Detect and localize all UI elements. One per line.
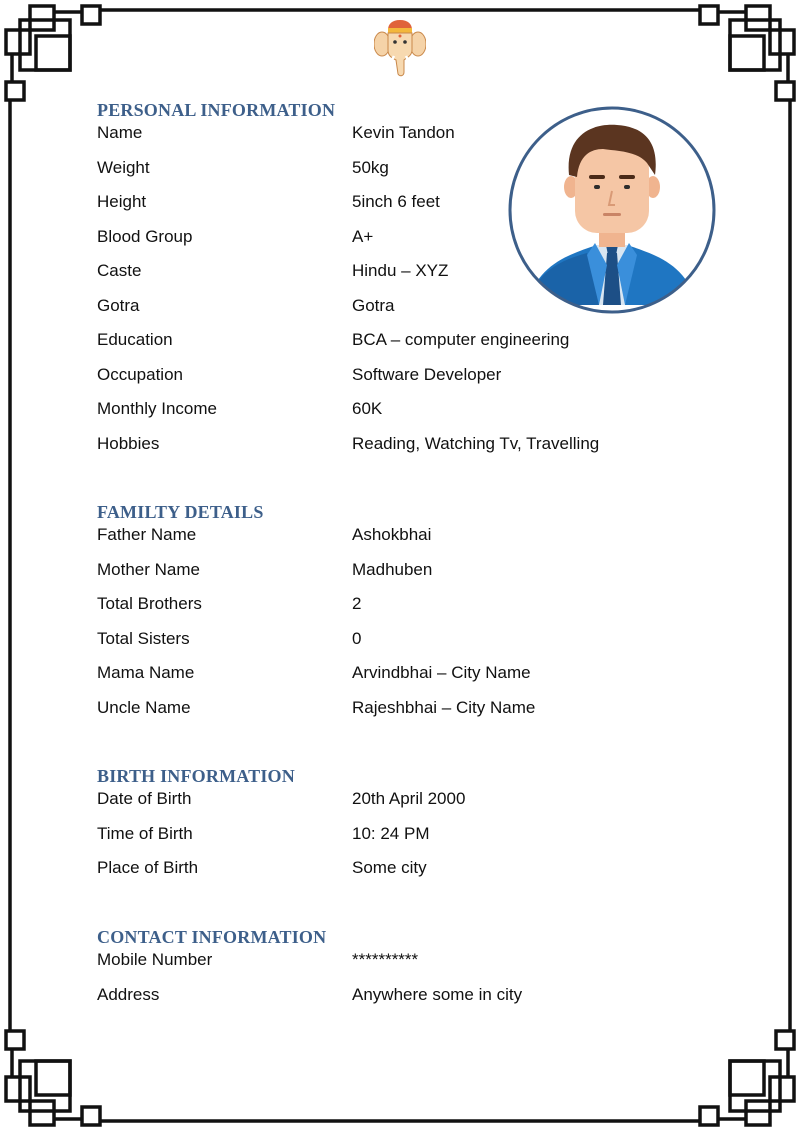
row-label: Height — [97, 192, 147, 211]
row-label: Time of Birth — [97, 823, 193, 843]
row-label: Blood Group — [97, 226, 193, 246]
info-row — [97, 121, 717, 156]
row-value: 5inch 6 feet — [352, 192, 440, 211]
row-value: Madhuben — [352, 559, 433, 579]
info-row — [97, 328, 717, 363]
row-value: Hindu – XYZ — [352, 261, 449, 280]
birth-information-section — [97, 765, 717, 891]
info-row — [97, 696, 717, 731]
row-label: Name — [97, 123, 143, 142]
row-label: Total Sisters — [97, 628, 190, 648]
section-title: CONTACT INFORMATION — [97, 927, 327, 947]
row-value: 0 — [352, 628, 362, 648]
row-label: Education — [97, 330, 173, 349]
info-row — [97, 592, 717, 627]
row-value: Anywhere some in city — [352, 984, 523, 1004]
info-row — [97, 363, 717, 398]
row-label: Hobbies — [97, 433, 160, 453]
row-label: Mobile Number — [97, 950, 213, 969]
row-value: Kevin Tandon — [352, 123, 455, 142]
info-row — [97, 822, 717, 857]
row-value: ********** — [352, 950, 419, 969]
family-details-section — [97, 501, 717, 730]
contact-information-section — [97, 926, 717, 1017]
info-row — [97, 259, 717, 294]
info-row — [97, 983, 717, 1018]
section-title: BIRTH INFORMATION — [97, 766, 295, 786]
row-value: Gotra — [352, 295, 395, 315]
row-label: Gotra — [97, 295, 140, 315]
row-label: Weight — [97, 157, 150, 177]
info-row — [97, 294, 717, 329]
section-title: FAMILTY DETAILS — [97, 502, 264, 522]
row-value: 60K — [352, 399, 383, 418]
row-label: Place of Birth — [97, 858, 199, 877]
row-value: A+ — [352, 226, 374, 246]
section-title: PERSONAL INFORMATION — [97, 100, 336, 120]
info-row — [97, 225, 717, 260]
row-label: Date of Birth — [97, 789, 192, 808]
row-value: Rajeshbhai – City Name — [352, 697, 536, 717]
row-value: 10: 24 PM — [352, 823, 430, 843]
row-label: Address — [97, 984, 160, 1004]
info-row — [97, 558, 717, 593]
row-label: Mama Name — [97, 663, 195, 682]
info-row — [97, 948, 717, 983]
row-label: Occupation — [97, 364, 183, 384]
row-value: Reading, Watching Tv, Travelling — [352, 433, 600, 453]
row-label: Mother Name — [97, 559, 200, 579]
row-label: Monthly Income — [97, 399, 217, 418]
row-value: Arvindbhai – City Name — [352, 663, 531, 682]
info-row — [97, 523, 717, 558]
info-row — [97, 432, 717, 467]
info-row — [97, 156, 717, 191]
row-value: 50kg — [352, 157, 389, 177]
ganesha-icon — [374, 16, 426, 78]
info-row — [97, 397, 717, 432]
row-label: Caste — [97, 261, 142, 280]
row-value: 20th April 2000 — [352, 789, 466, 808]
info-row — [97, 787, 717, 822]
row-value: Some city — [352, 858, 427, 877]
row-value: BCA – computer engineering — [352, 330, 570, 349]
row-label: Uncle Name — [97, 697, 191, 717]
info-row — [97, 661, 717, 696]
row-value: Ashokbhai — [352, 525, 432, 544]
info-row — [97, 856, 717, 891]
row-value: 2 — [352, 594, 362, 613]
row-value: Software Developer — [352, 364, 502, 384]
info-row — [97, 190, 717, 225]
row-label: Father Name — [97, 525, 197, 544]
row-label: Total Brothers — [97, 594, 202, 613]
personal-information-section — [97, 99, 717, 466]
info-row — [97, 627, 717, 662]
